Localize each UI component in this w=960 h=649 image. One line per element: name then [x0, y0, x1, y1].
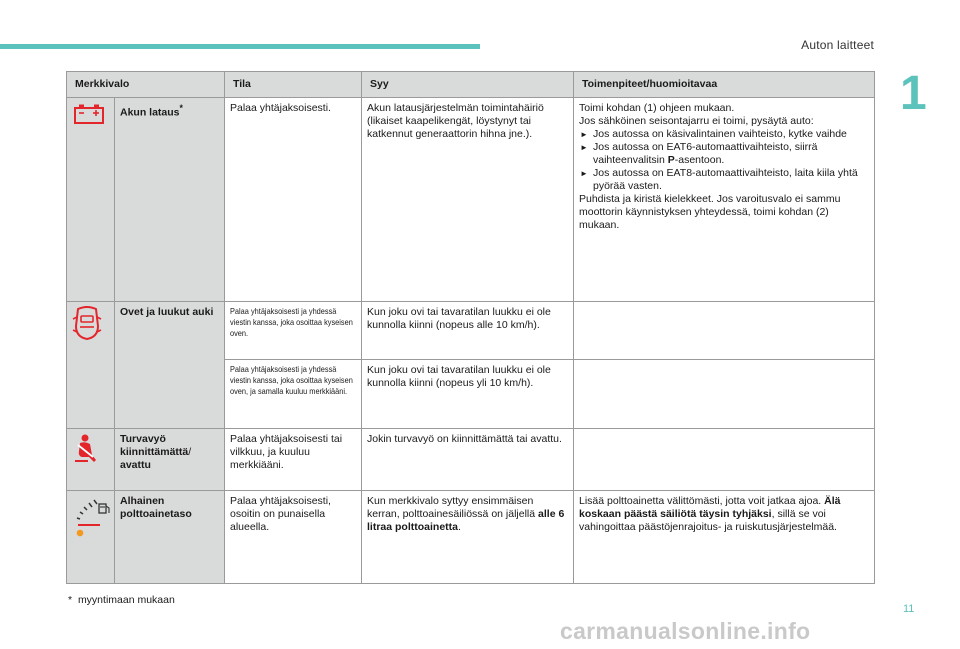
doors-action-2 — [574, 360, 875, 429]
seatbelt-name: Turvavyö kiinnittämättä/ avattu — [115, 429, 225, 491]
watermark: carmanualsonline.info — [560, 618, 811, 644]
header-state: Tila — [225, 72, 362, 98]
header-warning-light: Merkkivalo — [67, 72, 225, 98]
list-item: ► Jos autossa on EAT8-automaattivaihteisto, laita kiila yhtä pyörää vasten. — [579, 167, 869, 193]
warning-lights-table — [66, 71, 875, 584]
seatbelt-action — [574, 429, 875, 491]
doors-icon-cell — [67, 302, 115, 429]
table-header-row — [67, 72, 875, 98]
battery-cause: Akun latausjärjestelmän toimintahäiriö (likaiset kaapelikengät, löystynyt tai katkennut generaattorin hihna jne.). — [362, 98, 574, 302]
seatbelt-icon — [72, 433, 102, 465]
seatbelt-icon-cell — [67, 429, 115, 491]
doors-cause-1: Kun joku ovi tai tavaratilan luukku ei ole kunnolla kiinni (nopeus alle 10 km/h). — [362, 302, 574, 360]
list-item: ► Jos autossa on EAT6-automaattivaihteisto, siirrä vaihteenvalitsin P-asentoon. — [579, 141, 869, 167]
header-cause: Syy — [362, 72, 574, 98]
battery-state: Palaa yhtäjaksoisesti. — [225, 98, 362, 302]
table-row — [67, 429, 875, 491]
battery-warning-icon — [72, 102, 106, 128]
battery-action-list — [579, 128, 869, 193]
doors-name: Ovet ja luukut auki — [115, 302, 225, 429]
fuel-icon-cell — [67, 491, 115, 584]
list-item: ► Jos autossa on käsivalintainen vaihteisto, kytke vaihde — [579, 128, 869, 141]
fuel-cause: Kun merkkivalo syttyy ensimmäisen kerran, polttoainesäiliössä on jäljellä alle 6 litraa polttoainetta. — [362, 491, 574, 584]
battery-name: Akun lataus* — [115, 98, 225, 302]
door-open-icon — [72, 306, 102, 342]
fuel-gauge-icon — [72, 495, 112, 539]
table-row — [67, 98, 875, 302]
table-row — [67, 491, 875, 584]
header-action: Toimenpiteet/huomioitavaa — [574, 72, 875, 98]
battery-cell — [67, 98, 115, 302]
header-accent-bar — [0, 44, 480, 49]
fuel-state: Palaa yhtäjaksoisesti, osoitin on punaisella alueella. — [225, 491, 362, 584]
seatbelt-cause: Jokin turvavyö on kiinnittämättä tai avattu. — [362, 429, 574, 491]
doors-cause-2: Kun joku ovi tai tavaratilan luukku ei ole kunnolla kiinni (nopeus yli 10 km/h). — [362, 360, 574, 429]
table-row — [67, 302, 875, 360]
footnote: * myyntimaan mukaan — [68, 594, 175, 606]
section-title: Auton laitteet — [801, 38, 874, 52]
fuel-action: Lisää polttoainetta välittömästi, jotta voit jatkaa ajoa. Älä koskaan päästä säiliötä täysin tyhjäksi, sillä se voi vahingoittaa päästöjenrajoitus- ja ruiskutusjärjestelmää. — [574, 491, 875, 584]
doors-state-1: Palaa yhtäjaksoisesti ja yhdessä viestin kanssa, joka osoittaa kyseisen oven. — [225, 302, 362, 360]
fuel-name: Alhainen polttoainetaso — [115, 491, 225, 584]
chapter-number: 1 — [900, 67, 927, 120]
page-number: 11 — [903, 603, 915, 615]
doors-state-2: Palaa yhtäjaksoisesti ja yhdessä viestin kanssa, joka osoittaa kyseisen oven, ja samalla kuuluu merkkiääni. — [225, 360, 362, 429]
seatbelt-state: Palaa yhtäjaksoisesti tai vilkkuu, ja kuuluu merkkiääni. — [225, 429, 362, 491]
battery-action: Toimi kohdan (1) ohjeen mukaan. Jos sähköinen seisontajarru ei toimi, pysäytä auto: ► Jos autossa on käsivalintainen vaihteisto, kytke vaihde ► Jos autossa on EAT6-automaattivaihteisto, siirrä vaihteenvalitsin P-asentoon. ► Jos autossa on EAT8-automaattivaihteisto, laita kiila yhtä pyörää vasten. Puhdista ja kiristä kielekkeet. Jos varoitusvalo ei sammu moottorin käynnistyksen yhteydessä, toimi kohdan (2) mukaan. — [574, 98, 875, 302]
doors-action-1 — [574, 302, 875, 360]
